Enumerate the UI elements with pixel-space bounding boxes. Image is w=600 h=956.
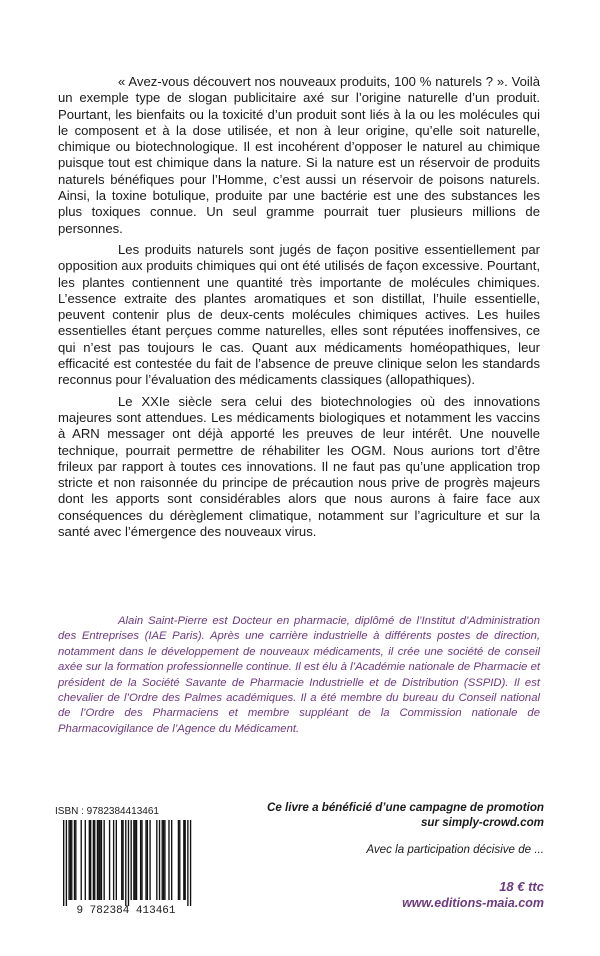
barcode-bar	[164, 820, 165, 900]
barcode-bar	[187, 820, 188, 906]
barcode-bar	[171, 820, 172, 900]
barcode-bar	[97, 820, 98, 900]
barcode-bar	[128, 820, 129, 906]
isbn-label: ISBN : 9782384413461	[55, 806, 159, 817]
barcode-bar	[135, 820, 136, 900]
barcode-bar	[74, 820, 75, 900]
paragraph-1: « Avez-vous découvert nos nouveaux produits, 100 % naturels ? ». Voilà un exemple type de slogan publicitaire axé sur l’origine naturelle d’un produit. Pourtant, les bienfaits ou la toxicité d’un produit sont liés à la ou les molécules qui le composent et à la dose utilisée, et non à leur origine, qu’elle soit naturelle, chimique ou biotechnologique. Il est incohérent d’opposer le naturel au chimique puisque tout est chimique dans la nature. Si la nature est un réservoir de produits naturels bénéfiques pour l’Homme, c’est aussi un réservoir de poisons naturels. Ainsi, la toxine botulique, produite par une bactérie est une des substances les plus toxiques connue. Un seul gramme pourrait tuer plusieurs millions de personnes.	[58, 74, 540, 236]
barcode-bar	[81, 820, 82, 900]
barcode-bar	[101, 820, 102, 900]
barcode-bar	[141, 820, 142, 900]
barcode-bar	[122, 820, 123, 900]
barcode-bar	[147, 820, 148, 900]
publisher-website: www.editions-maia.com	[402, 896, 544, 910]
promo-block	[214, 800, 544, 857]
barcode-bar	[75, 820, 76, 900]
barcode-bar	[90, 820, 91, 900]
barcode-bar	[121, 820, 122, 900]
paragraph-2: Les produits naturels sont jugés de façon positive essentiellement par opposition aux produits chimiques qui ont été utilisés de façon excessive. Pourtant, les plantes contiennent une quantité très importante de molécules chimiques. L’essence extraite des plantes aromatiques et son distillat, l’huile essentielle, peuvent contenir plus de deux-cents molécules chimiques actives. Les huiles essentielles étant perçues comme naturelles, elles sont réputées inoffensives, ce qui n’est pas toujours le cas. Quant aux médicaments homéopathiques, leur efficacité est contestée du fait de l’absence de preuve clinique selon les standards reconnus pour l’évaluation des médicaments classiques (allopathiques).	[58, 241, 540, 388]
author-bio: Alain Saint-Pierre est Docteur en pharmacie, diplômé de l’Institut d’Administration des Entreprises (IAE Paris). Après une carrière industrielle à différents postes de direction, notamment dans le développement de nouveaux médicaments, il crée une société de conseil axée sur la formation professionnelle continue. Il est élu à l’Académie nationale de Pharmacie et président de la Société Savante de Pharmacie Industrielle et de Distribution (SSPID). Il est chevalier de l’Ordre des Palmes académiques. Il a été membre du bureau du Conseil national de l’Ordre des Pharmaciens et membre suppléant de la Commission nationale de Pharmacovigilance de l’Agence du Médicament.	[58, 615, 540, 735]
barcode-bar	[71, 820, 72, 900]
barcode-bar	[179, 820, 180, 900]
barcode-bar	[131, 820, 132, 900]
barcode-bar	[163, 820, 164, 900]
barcode-bar	[178, 820, 179, 900]
barcode-bar	[85, 820, 86, 900]
barcode-bar	[183, 820, 184, 900]
barcode-bar	[156, 820, 157, 900]
promo-line-2: sur simply-crowd.com	[420, 816, 544, 829]
barcode-bar	[140, 820, 141, 900]
barcode-bar	[109, 820, 110, 900]
barcode-bar	[168, 820, 169, 900]
barcode-bar	[68, 820, 69, 900]
isbn-barcode	[55, 806, 197, 918]
back-cover-text	[58, 74, 540, 540]
promo-line-1: Ce livre a bénéficié d’une campagne de promotion	[266, 801, 544, 814]
barcode-image	[55, 820, 197, 916]
barcode-bar	[113, 820, 114, 900]
promo-line-3: Avec la participation décisive de ...	[366, 843, 544, 856]
barcode-bar	[89, 820, 90, 900]
barcode-digits: 9 782384 413461	[76, 905, 176, 916]
barcode-bar	[116, 820, 117, 900]
price-amount: 18 € ttc	[499, 879, 544, 894]
barcode-bar	[93, 820, 94, 900]
barcode-bar	[185, 820, 186, 900]
barcode-bar	[162, 820, 163, 900]
paragraph-3: Le XXIe siècle sera celui des biotechnologies où des innovations majeures sont attendues. Les médicaments biologiques et notamment les vaccins à ARN messager ont déjà apporté les preuves de leur intérêt. Une nouvelle technique, pourrait permettre de réhabiliter les OGM. Nous aurions tort d’être frileux par rapport à toutes ces innovations. Il ne faut pas qu’une application trop stricte et non raisonnée du principe de précaution nous prive de progrès majeurs dont les apports sont considérables alors que nous aurons à faire face aux conséquences du dérèglement climatique, notamment sur l’agriculture et sur la santé avec l’émergence des nouveaux virus.	[58, 393, 540, 540]
barcode-bar	[133, 820, 134, 900]
price-block	[402, 878, 544, 912]
barcode-bar	[136, 820, 137, 900]
barcode-bar	[104, 820, 105, 900]
barcode-bar	[125, 820, 126, 906]
barcode-bar	[145, 820, 146, 900]
barcode-bar	[190, 820, 191, 906]
barcode-bar	[66, 820, 67, 906]
barcode-bar	[94, 820, 95, 900]
barcode-bar	[98, 820, 99, 900]
barcode-bar	[149, 820, 150, 900]
barcode-bar	[99, 820, 100, 900]
barcode-bar	[159, 820, 160, 900]
barcode-bar	[70, 820, 71, 900]
barcode-bar	[63, 820, 64, 906]
